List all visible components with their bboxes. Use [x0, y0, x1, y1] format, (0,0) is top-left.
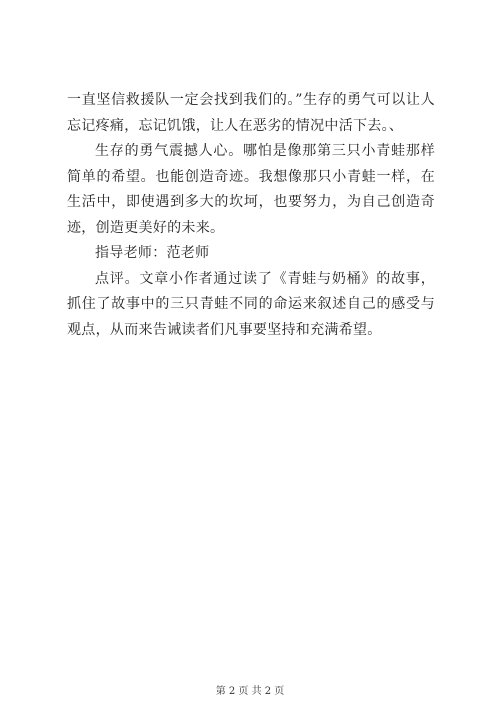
- paragraph-advisor: 指导老师：范老师: [95, 245, 210, 261]
- paragraph-inspiration: 生存的勇气震撼人心。哪怕是像那第三只小青蛙那样简单的希望。也能创造奇迹。我想像那只小青蛙一样，在生活中，即使遇到多大的坎坷，也要努力，为自己创造奇迹，创造更美好的未来。: [67, 143, 435, 236]
- paragraph-survival-courage: 一直坚信救援队一定会找到我们的。”生存的勇气可以让人忘记疼痛，忘记饥饿，让人在恶劣的情况中活下去。、: [67, 92, 435, 134]
- page-number-footer: 第 2 页 共 2 页: [215, 686, 285, 697]
- paragraph-comment: 点评。文章小作者通过读了《青蛙与奶桶》的故事，抓住了故事中的三只青蛙不同的命运来叙述自己的感受与观点，从而来告诫读者们凡事要坚持和充满希望。: [67, 270, 435, 338]
- document-body: [67, 88, 435, 343]
